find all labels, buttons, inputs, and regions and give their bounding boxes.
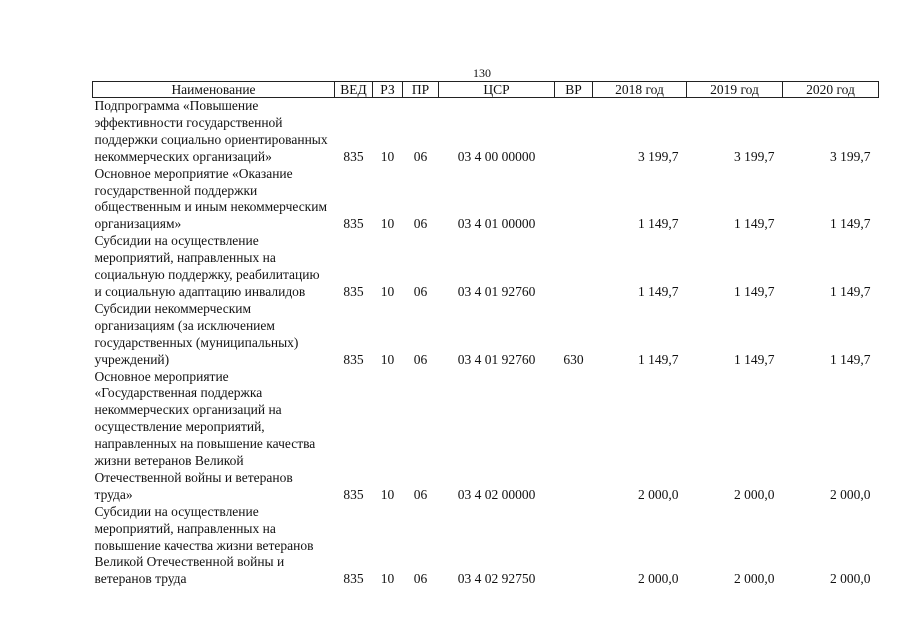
row-2020: 1 149,7 — [830, 283, 871, 299]
header-2019: 2019 год — [687, 82, 783, 98]
row-pr: 06 — [413, 351, 428, 367]
row-vr — [555, 98, 593, 166]
budget-table — [92, 81, 879, 588]
row-pr: 06 — [413, 571, 428, 587]
header-rz: РЗ — [373, 82, 403, 98]
header-2020: 2020 год — [783, 82, 879, 98]
row-rz: 10 — [380, 283, 395, 299]
row-pr: 06 — [413, 283, 428, 299]
row-ved: 835 — [343, 351, 364, 367]
row-ved: 835 — [343, 216, 364, 232]
row-csr: 03 4 01 00000 — [457, 216, 536, 232]
row-2018: 1 149,7 — [638, 216, 679, 232]
header-vr: ВР — [555, 82, 593, 98]
row-pr: 06 — [413, 486, 428, 502]
header-ved: ВЕД — [335, 82, 373, 98]
header-name: Наименование — [93, 82, 335, 98]
header-pr: ПР — [403, 82, 439, 98]
row-name: Подпрограмма «Повышение эффективности государственной поддержки социально ориентированных некоммерческих организаций» — [94, 98, 328, 164]
row-pr: 06 — [413, 216, 428, 232]
row-2018: 1 149,7 — [638, 351, 679, 367]
row-csr: 03 4 01 92760 — [457, 283, 536, 299]
row-ved: 835 — [343, 283, 364, 299]
row-rz: 10 — [380, 486, 395, 502]
row-2019: 1 149,7 — [734, 351, 775, 367]
table-row — [93, 98, 879, 166]
row-name: Основное мероприятие «Оказание государственной поддержки общественным и иным некоммерческим организациям» — [94, 165, 328, 232]
row-name: Основное мероприятие «Государственная поддержка некоммерческих организаций на осуществление мероприятий, направленных на повышение качества жизни ветеранов Великой Отечественной войны и ветеранов труда» — [94, 368, 316, 502]
row-2020: 1 149,7 — [830, 216, 871, 232]
header-2018: 2018 год — [593, 82, 687, 98]
table-row — [93, 369, 879, 504]
table-row — [93, 166, 879, 234]
table-row — [93, 233, 879, 301]
row-rz: 10 — [380, 351, 395, 367]
row-csr: 03 4 02 92750 — [457, 571, 536, 587]
page-number: 130 — [473, 66, 491, 80]
table-row — [93, 504, 879, 589]
row-2018: 1 149,7 — [638, 283, 679, 299]
row-2019: 1 149,7 — [734, 216, 775, 232]
row-ved: 835 — [343, 571, 364, 587]
row-vr — [555, 504, 593, 589]
row-vr: 630 — [563, 351, 584, 367]
row-name: Субсидии на осуществление мероприятий, направленных на социальную поддержку, реабилитацию и социальную адаптацию инвалидов — [94, 233, 320, 299]
row-2020: 3 199,7 — [830, 148, 871, 164]
row-pr: 06 — [413, 148, 428, 164]
row-csr: 03 4 01 92760 — [457, 351, 536, 367]
row-2019: 1 149,7 — [734, 283, 775, 299]
row-rz: 10 — [380, 216, 395, 232]
row-2018: 2 000,0 — [638, 571, 679, 587]
row-2020: 2 000,0 — [830, 571, 871, 587]
row-2019: 2 000,0 — [734, 486, 775, 502]
row-ved: 835 — [343, 148, 364, 164]
row-name: Субсидии на осуществление мероприятий, направленных на повышение качества жизни ветеранов Великой Отечественной войны и ветеранов труда — [94, 503, 314, 587]
row-csr: 03 4 02 00000 — [457, 486, 536, 502]
table-row — [93, 301, 879, 369]
table-header-row — [93, 82, 879, 98]
row-csr: 03 4 00 00000 — [457, 148, 536, 164]
row-vr — [555, 233, 593, 301]
row-2018: 2 000,0 — [638, 486, 679, 502]
row-2019: 2 000,0 — [734, 571, 775, 587]
row-2019: 3 199,7 — [734, 148, 775, 164]
header-csr: ЦСР — [439, 82, 555, 98]
row-vr — [555, 166, 593, 234]
row-ved: 835 — [343, 486, 364, 502]
row-2020: 1 149,7 — [830, 351, 871, 367]
row-name: Субсидии некоммерческим организациям (за исключением государственных (муниципальных) учреждений) — [94, 300, 299, 367]
row-rz: 10 — [380, 571, 395, 587]
row-rz: 10 — [380, 148, 395, 164]
row-2020: 2 000,0 — [830, 486, 871, 502]
row-vr — [555, 369, 593, 504]
row-2018: 3 199,7 — [638, 148, 679, 164]
